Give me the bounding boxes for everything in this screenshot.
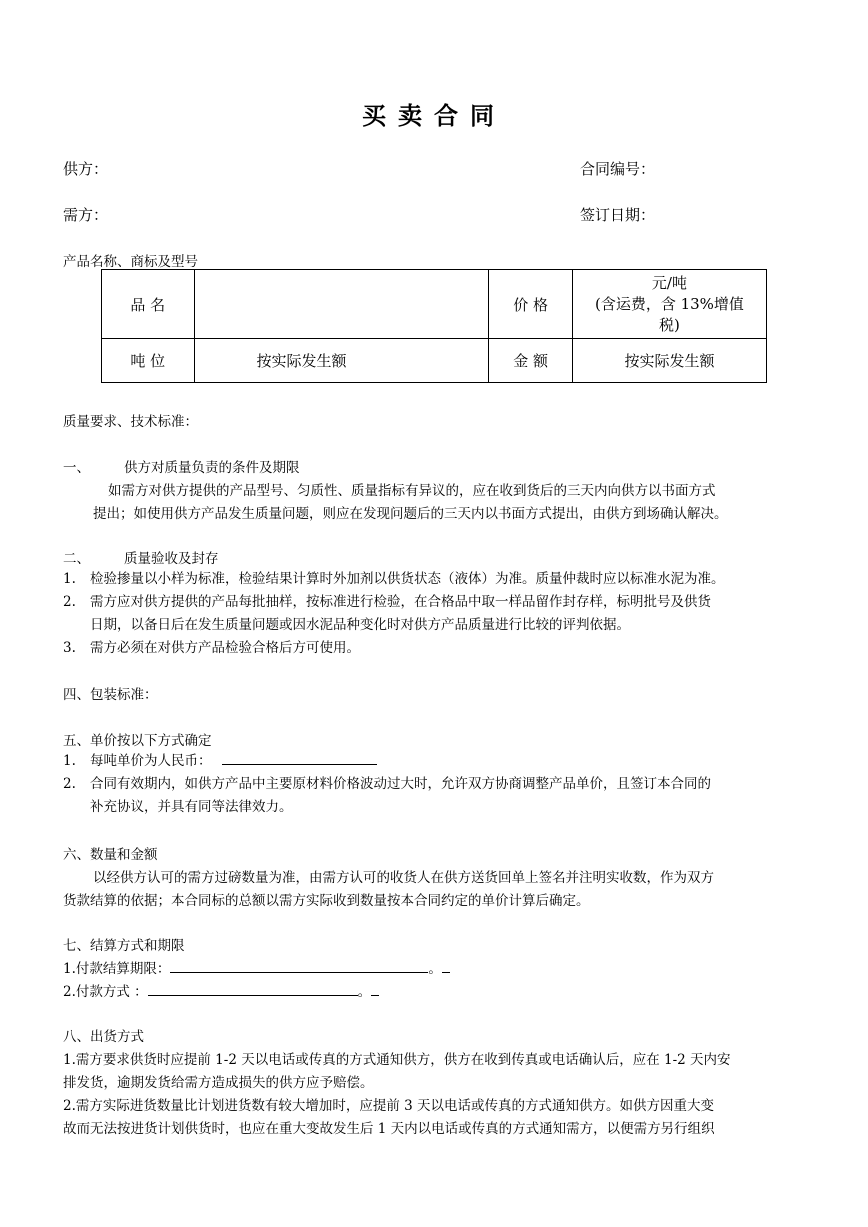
list-item-number: 3.: [63, 640, 76, 656]
list-item-continued: 日期，以备日后在发生质量问题或因水泥品种变化时对供方产品质量进行比较的评判依据。: [90, 617, 630, 633]
buyer-label: 需方：: [63, 206, 109, 224]
payment-method-label: 2.付款方式 ：: [63, 984, 148, 1000]
price-unit: 元/吨: [651, 273, 687, 292]
section2-number: 二、: [63, 551, 90, 567]
section8-para1-line2: 排发货，逾期发货给需方造成损失的供方应予赔偿。: [63, 1075, 374, 1091]
list-item-number: 1.: [63, 571, 76, 587]
section8-para1-line1: 1.需方要求供货时应提前 1-2 天以电话或传真的方式通知供方，供方在收到传真或电话确认后，应在 1-2 天内安: [63, 1052, 731, 1068]
sign-date-label: 签订日期：: [580, 206, 656, 224]
unit-price-label: 每吨单价为人民币：: [90, 753, 212, 769]
section1-number: 一、: [63, 460, 90, 476]
list-item-number: 1.: [63, 753, 76, 769]
payment-term-blank: [170, 958, 428, 973]
table-cell-tonnage-value: 按实际发生额: [194, 339, 489, 383]
payment-method-tail: [371, 981, 379, 996]
quality-heading: 质量要求、技术标准：: [63, 414, 198, 430]
section6-para-line1: 以经供方认可的需方过磅数量为准，由需方认可的收货人在供方送货回单上签名并注明实收数，作为双方: [93, 870, 714, 886]
section6-heading: 六、数量和金额: [63, 847, 158, 863]
payment-term-label: 1.付款结算期限：: [63, 961, 171, 977]
table-cell-price-value: [572, 270, 766, 339]
payment-term-end: 。: [428, 961, 442, 977]
section8-heading: 八、出货方式: [63, 1029, 144, 1045]
table-row: [102, 270, 767, 339]
payment-method-line: [63, 980, 379, 1000]
list-item: 需方必须在对供方产品检验合格后方可使用。: [90, 640, 360, 656]
section5-heading: 五、单价按以下方式确定: [63, 733, 212, 749]
product-heading: 产品名称、商标及型号: [63, 254, 198, 270]
section7-heading: 七、结算方式和期限: [63, 938, 185, 954]
payment-term-tail: [442, 958, 450, 973]
unit-price-blank: [222, 750, 377, 765]
section2-title: 质量验收及封存: [124, 551, 219, 567]
table-cell-amount-value: 按实际发生额: [572, 339, 766, 383]
section4-heading: 四、包装标准：: [63, 687, 158, 703]
list-item-continued: 补充协议，并具有同等法律效力。: [90, 799, 293, 815]
section8-para2-line1: 2.需方实际进货数量比计划进货数有较大增加时，应提前 3 天以电话或传真的方式通知供方。如供方因重大变: [63, 1098, 715, 1114]
product-table: [101, 269, 767, 383]
supplier-label: 供方：: [63, 160, 109, 178]
list-item: 检验掺量以小样为标准，检验结果计算时外加剂以供货状态（液体）为准。质量仲裁时应以标准水泥为准。: [90, 571, 725, 587]
section8-para2-line2: 故而无法按进货计划供货时，也应在重大变故发生后 1 天内以电话或传真的方式通知需方，以便需方另行组织: [63, 1121, 715, 1137]
section5-list: [63, 750, 823, 822]
contract-no-label: 合同编号：: [580, 160, 656, 178]
payment-method-end: 。: [357, 984, 372, 1000]
list-item-number: 2.: [63, 776, 76, 792]
table-cell-amount-label: 金 额: [489, 339, 573, 383]
price-note-1: (含运费，含 13%增值: [594, 294, 744, 313]
list-item: [90, 750, 377, 773]
table-cell-price-label: 价 格: [489, 270, 573, 339]
section1-para-line2: 提出；如使用供方产品发生质量问题，则应在发现问题后的三天内以书面方式提出，由供方到场确认解决。: [93, 506, 728, 522]
payment-method-blank: [148, 981, 358, 996]
price-note-2: 税): [659, 315, 680, 334]
section6-para-line2: 货款结算的依据；本合同标的总额以需方实际收到数量按本合同约定的单价计算后确定。: [63, 893, 590, 909]
table-row: [102, 339, 767, 383]
section1-para-line1: 如需方对供方提供的产品型号、匀质性、质量指标有异议的，应在收到货后的三天内向供方以书面方式: [108, 483, 716, 499]
table-cell-product-label: 品 名: [102, 270, 195, 339]
list-item: 需方应对供方提供的产品每批抽样，按标准进行检验，在合格品中取一样品留作封存样，标明批号及供货: [90, 594, 711, 610]
payment-term-line: [63, 957, 450, 977]
table-cell-tonnage-label: 吨 位: [102, 339, 195, 383]
list-item: 合同有效期内，如供方产品中主要原材料价格波动过大时，允许双方协商调整产品单价，且签订本合同的: [90, 776, 711, 792]
list-item-number: 2.: [63, 594, 76, 610]
table-cell-product-value: [194, 270, 489, 339]
section1-title: 供方对质量负责的条件及期限: [124, 460, 300, 476]
document-title: 买卖合同: [362, 101, 506, 130]
section2-list: [63, 568, 823, 664]
